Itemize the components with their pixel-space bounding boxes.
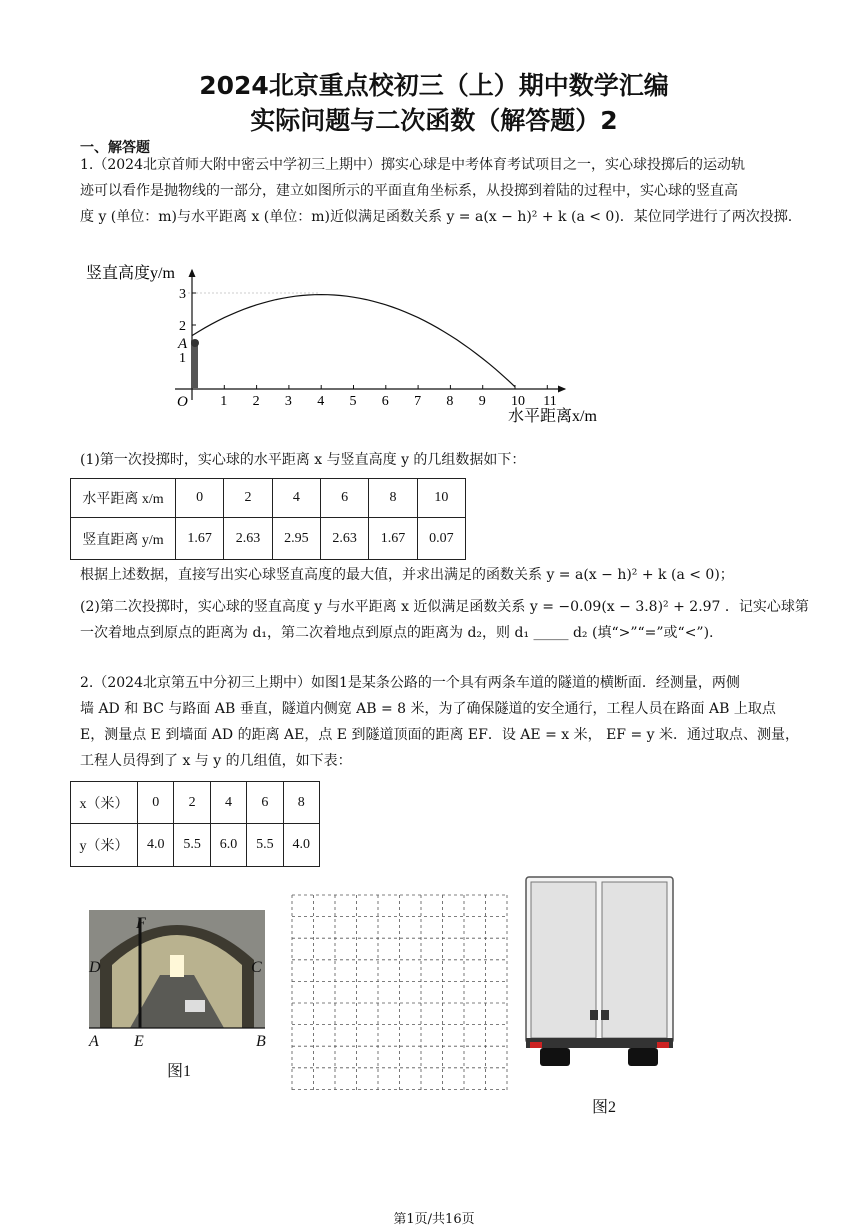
doc-title-line1: 2024北京重点校初三（上）期中数学汇编: [199, 71, 669, 100]
x-tick-label: 2: [252, 394, 260, 409]
table-row: 水平距离 x/m 0 2 4 6 8 10: [71, 479, 466, 518]
x-tick-label: 8: [446, 394, 454, 409]
y-tick-label: 2: [179, 319, 186, 334]
q1-stem: [80, 152, 792, 230]
origin-label: O: [177, 394, 188, 410]
q1-part1-intro: (1)第一次投掷时，实心球的水平距离 x 与竖直高度 y 的几组数据如下：: [80, 452, 526, 468]
q2-line2: 墙 AD 和 BC 与路面 AB 垂直，隧道内侧宽 AB = 8 米，为了确保隧道的安全通行，工程人员在路面 AB 上取点: [80, 701, 776, 717]
point-A-label: A: [178, 336, 188, 352]
table-header-cell: 竖直距离 y/m: [71, 518, 176, 560]
q1-coordinate-graph: [80, 258, 620, 430]
q2-line4: 工程人员得到了 x 与 y 的几组值，如下表：: [80, 753, 352, 769]
thrower-figure-icon: [191, 339, 199, 388]
label-A: A: [89, 1033, 99, 1050]
x-tick-label: 9: [478, 394, 486, 409]
x-tick-label: 1: [220, 394, 228, 409]
table-header-cell: y（米）: [71, 824, 138, 867]
table-row: y（米） 4.0 5.5 6.0 5.5 4.0: [71, 824, 320, 867]
q2-stem: [80, 670, 799, 774]
answer-grid: [290, 893, 510, 1093]
label-D: D: [89, 959, 101, 976]
x-tick-label: 7: [414, 394, 422, 409]
q1-rest: [80, 562, 809, 646]
label-B: B: [256, 1033, 266, 1050]
y-axis-label: 竖直高度y/m: [86, 265, 175, 282]
truck-figure: [520, 870, 680, 1070]
table-header-cell: x（米）: [71, 782, 138, 824]
x-axis-label: 水平距离x/m: [508, 408, 597, 425]
label-F: F: [136, 915, 146, 932]
fig1-caption: 图1: [167, 1063, 192, 1080]
table-header-cell: 水平距离 x/m: [71, 479, 176, 518]
trajectory-curve: [192, 295, 515, 387]
fig2-caption: 图2: [592, 1099, 617, 1116]
page-footer: 第1页/共16页: [393, 1212, 475, 1227]
q2-line3: E，测量点 E 到墙面 AD 的距离 AE，点 E 到隧道顶面的距离 EF．设 AE = x 米， EF = y 米．通过取点、测量，: [80, 727, 799, 743]
q1-line3: 度 y (单位：m)与水平距离 x (单位：m)近似满足函数关系 y = a(x − h)² + k (a < 0)．某位同学进行了两次投掷.: [80, 209, 793, 225]
x-tick-label: 11: [543, 394, 557, 409]
section-heading: 一、解答题: [80, 140, 150, 156]
q1-line1: 1.（2024北京首师大附中密云中学初三上期中）掷实心球是中考体育考试项目之一，实心球投掷后的运动轨: [80, 157, 745, 173]
q1-part2-line1: (2)第二次投掷时，实心球的竖直高度 y 与水平距离 x 近似满足函数关系 y = −0.09(x − 3.8)² + 2.97 ．记实心球第: [80, 599, 809, 615]
table-row: 竖直距离 y/m 1.67 2.63 2.95 2.63 1.67 0.07: [71, 518, 466, 560]
q2-line1: 2.（2024北京第五中分初三上期中）如图1是某条公路的一个具有两条车道的隧道的横断面．经测量，两侧: [80, 675, 740, 691]
x-tick-label: 10: [511, 394, 525, 409]
q1-part2-line2: 一次着地点到原点的距离为 d₁，第二次着地点到原点的距离为 d₂，则 d₁ _____ d₂ (填“>”“=”或“<”).: [80, 625, 714, 641]
q1-after-table: 根据上述数据，直接写出实心球竖直高度的最大值，并求出满足的函数关系 y = a(x − h)² + k (a < 0)；: [80, 567, 734, 583]
q2-data-table: [70, 781, 320, 867]
x-tick-label: 5: [349, 394, 357, 409]
x-tick-label: 6: [381, 394, 389, 409]
label-E: E: [134, 1033, 144, 1050]
y-tick-label: 1: [179, 351, 186, 366]
doc-title-line2: 实际问题与二次函数（解答题）2: [250, 106, 618, 135]
x-tick-label: 4: [317, 394, 325, 409]
label-C: C: [251, 959, 262, 976]
y-tick-label: 3: [179, 287, 186, 302]
table-row: x（米） 0 2 4 6 8: [71, 782, 320, 824]
x-tick-label: 3: [284, 394, 292, 409]
q1-data-table: [70, 478, 466, 560]
q1-line2: 迹可以看作是抛物线的一部分，建立如图所示的平面直角坐标系，从投掷到着陆的过程中，实心球的竖直高: [80, 183, 738, 199]
tunnel-figure: [84, 905, 274, 1050]
